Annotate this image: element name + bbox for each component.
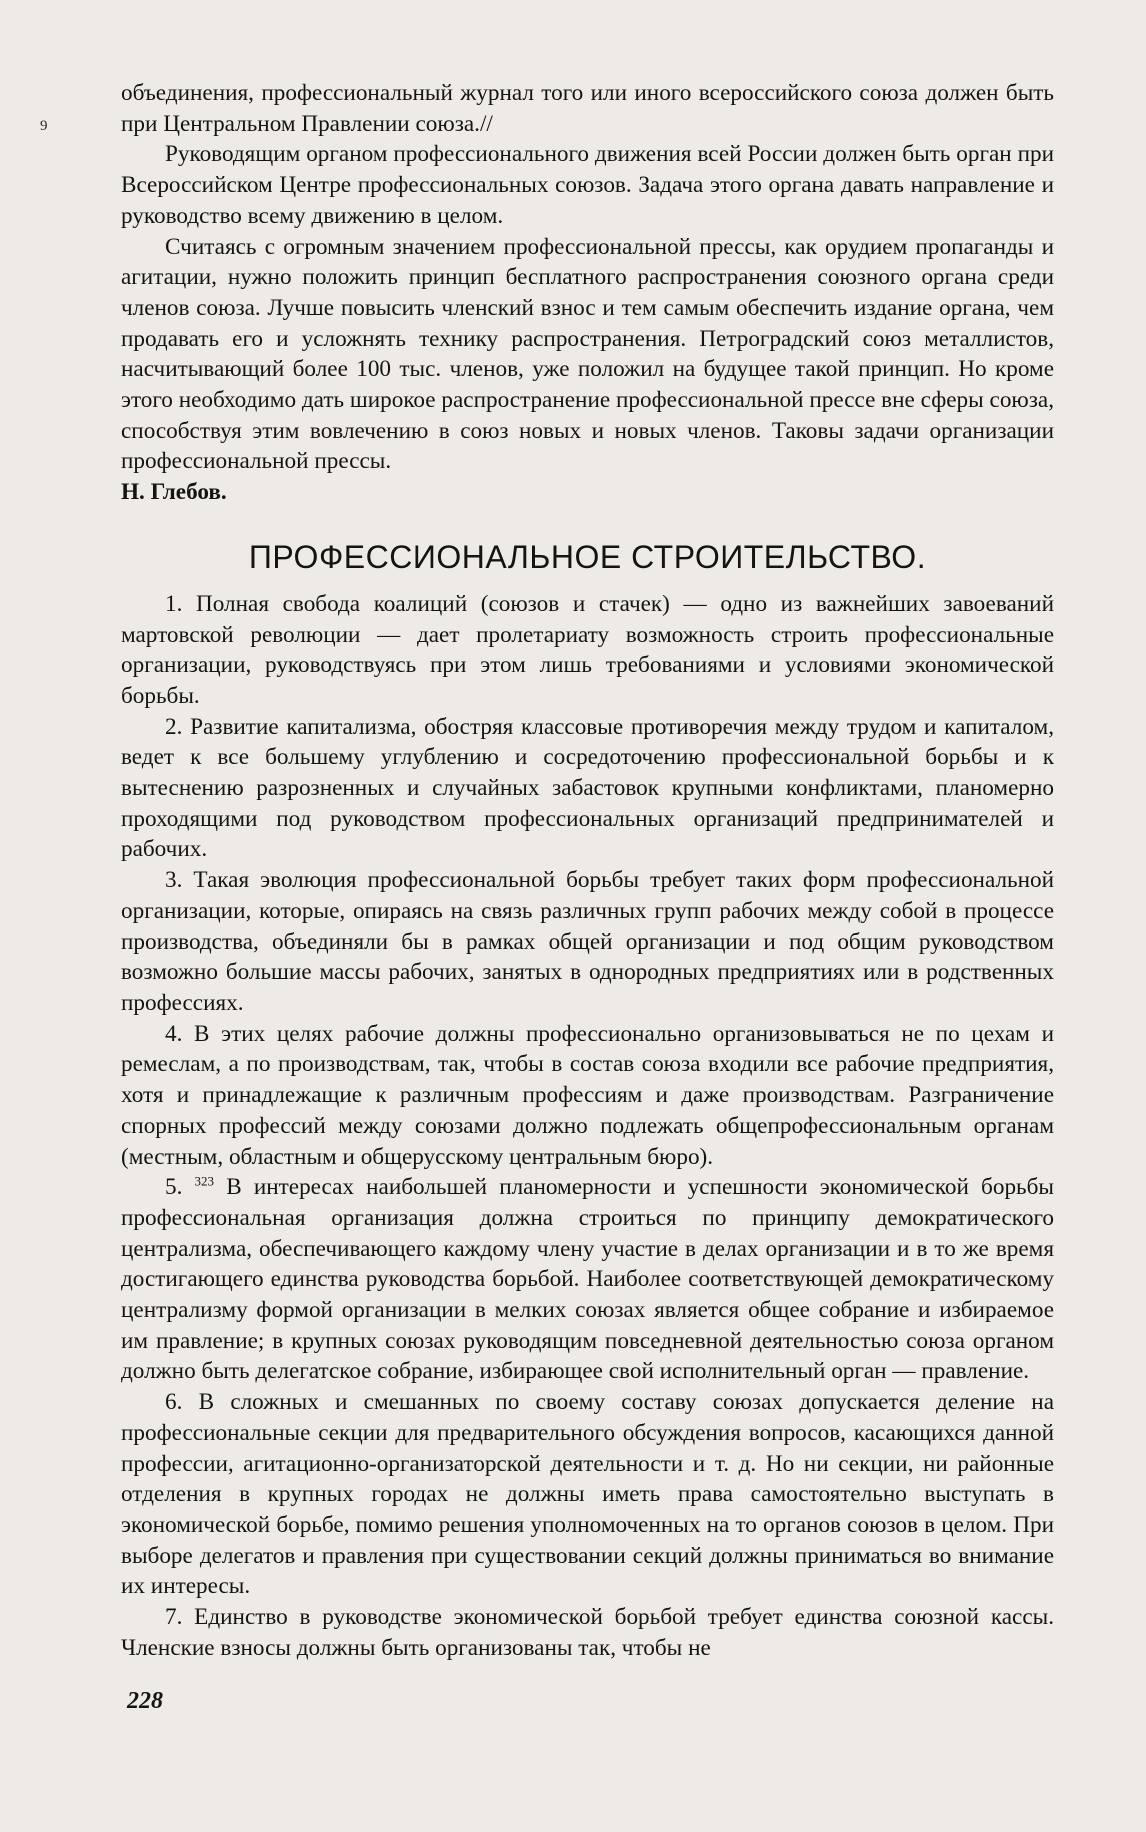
paragraph: Считаясь с огромным значением профессиональной прессы, как орудием пропаганды и агитации, нужно положить принцип бесплатного распространения союзного органа среди членов союза. Лучше повысить членский взнос и тем самым обеспечить издание органа, чем продавать его и усложнять технику распространения. Петроградский союз металлистов, насчитывающий более 100 тыс. членов, уже положил на будущее такой принцип. Но кроме этого необходимо дать широкое распространение профессиональной прессе вне сферы союза, способствуя этим вовлечению в союз новых и новых членов. Таковы задачи организации профессиональной прессы. (121, 233, 1054, 475)
numbered-paragraph: 6. В сложных и смешанных по своему составу союзах допускается деление на профессиональные секции для предварительного обсуждения вопросов, касающихся данной профессии, агитационно-организаторской деятельности и т. д. Но ни секции, ни районные отделения в крупных городах не должны иметь права самостоятельно выступать в экономической борьбе, помимо решения уполномоченных на то органов союзов в целом. При выборе делегатов и правления при существовании секций должны приниматься во внимание их интересы. (121, 1389, 1054, 1600)
paragraph-text: В интересах наибольшей планомерности и успешности экономической борьбы профессиональная организация должна строиться по принципу демократического централизма, обеспечивающего каждому члену участие в делах организации и в то же время достигающего единства руководства борьбой. Наиболее соответствующей демократическому централизму формой организации в мелких союзах является общее собрание и избираемое им правление; в крупных союзах руководящим повседневной деятельностью союза органом должно быть делегатское собрание, избирающее свой исполнительный орган — правление. (121, 1174, 1054, 1385)
text-column (121, 78, 1054, 1663)
numbered-paragraph: 1. Полная свобода коалиций (союзов и стачек) — одно из важнейших завоеваний мартовской революции — дает пролетариату возможность строить профессиональные организации, руководствуясь при этом лишь требованиями и условиями экономической борьбы. (121, 590, 1054, 709)
paragraph-continuation: объединения, профессиональный журнал того или иного всероссийского союза должен быть при Центральном Правлении союза.// (121, 80, 1054, 137)
section-heading: ПРОФЕССИОНАЛЬНОЕ СТРОИТЕЛЬСТВО. (248, 538, 927, 575)
paragraph-number: 5. (165, 1174, 183, 1201)
numbered-paragraph: 4. В этих целях рабочие должны профессионально организовываться не по цехам и ремеслам, а по производствам, так, чтобы в состав союза входили все рабочие предприятия, хотя и принадлежащие к различным профессиям и даже производствам. Разграничение спорных профессий между союзами должно подлежать общепрофессиональным органам (местным, областным и общерусскому центральным бюро). (121, 1020, 1054, 1170)
numbered-paragraph: 2. Развитие капитализма, обостряя классовые противоречия между трудом и капиталом, ведет к все большему углублению и сосредоточению профессиональной борьбы и к вытеснению разрозненных и случайных забастовок крупными конфликтами, планомерно проходящими под руководством профессиональных организаций предпринимателей и рабочих. (121, 713, 1054, 863)
numbered-paragraph: 3. Такая эволюция профессиональной борьбы требует таких форм профессиональной организации, которые, опираясь на связь различных групп рабочих между собой в процессе производства, объединяли бы в рамках общей организации и под общим руководством возможно большие массы рабочих, занятых в однородных предприятиях или в родственных профессиях. (121, 867, 1054, 1016)
numbered-paragraph-5 (121, 1172, 1054, 1387)
margin-number: 9 (40, 118, 48, 134)
paragraph: Руководящим органом профессионального движения всей России должен быть орган при Всероссийском Центре профессиональных союзов. Задача этого органа давать направление и руководство всему движению в целом. (121, 141, 1054, 229)
footnote-marker: 323 (194, 1173, 215, 1189)
author-signature: Н. Глебов. (121, 479, 227, 506)
numbered-paragraph: 7. Единство в руководстве экономической борьбой требует единства союзной кассы. Членские взносы должны быть организованы так, чтобы не (121, 1604, 1054, 1661)
page-number: 228 (127, 1688, 163, 1714)
